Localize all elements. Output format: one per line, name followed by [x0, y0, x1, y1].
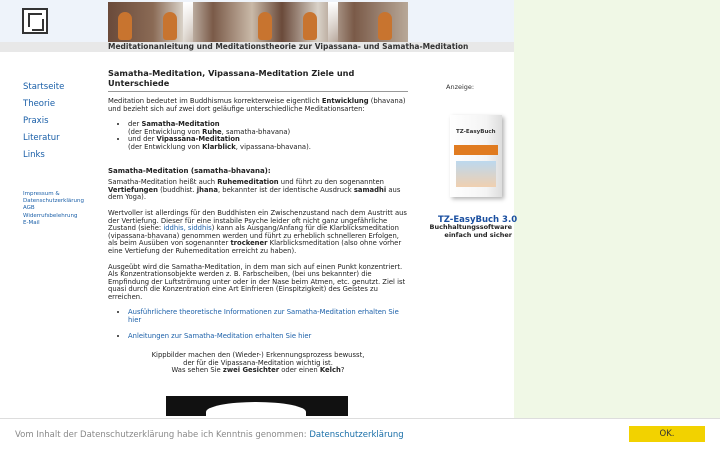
main-content [108, 68, 408, 383]
paragraph: Ausgeübt wird die Samatha-Meditation, in dem man sich auf einen Punkt konzentriert. Als Konzentrationsobjekte werden z. B. Farbscheiben, (bei uns bekannter) die Empfindung der Luftströmung unter oder in der Nase beim Atmen, etc. genutzt. Ziel ist quasi durch die Konzentration eine Art Einfrieren (Einspitzigkeit) des Geistes zu erreichen. [108, 262, 406, 301]
theory-link[interactable]: Ausführlichere theoretische Informationen zur Samatha-Meditation erhalten Sie hier [128, 308, 399, 325]
product-box-title: TZ-EasyBuch [456, 129, 496, 135]
agb-link[interactable]: AGB [23, 205, 35, 212]
product-description: Buchhaltungssoftware einfach und sicher [429, 223, 512, 239]
iddhis-link[interactable]: iddhis, siddhis [163, 224, 212, 233]
kippbild-image [166, 396, 348, 416]
product-name[interactable]: TZ-EasyBuch 3.0 [438, 215, 518, 225]
section-title: Samatha-Meditation (samatha-bhavana): [108, 166, 271, 175]
cookie-text: Vom Inhalt der Datenschutzerklärung habe ich Kenntnis genommen: Datenschutzerklärung [15, 430, 404, 440]
meditating-figure [118, 12, 132, 40]
header-bar [0, 0, 514, 42]
page-title: Samatha-Meditation, Vipassana-Meditation Ziele und Unterschiede [108, 68, 408, 92]
nav-literatur[interactable]: Literatur [23, 133, 60, 143]
light-glow [183, 2, 193, 42]
meditating-figure [378, 12, 392, 40]
product-box-stripe [454, 145, 498, 155]
nav-links[interactable]: Links [23, 150, 45, 160]
cookie-ok-button[interactable]: OK. [629, 426, 705, 442]
paragraph: Samatha-Meditation heißt auch Ruhemeditation und führt zu den sogenannten Vertiefungen (buddhist. jhana, bekannter ist der identische Ausdruck samadhi aus dem Yoga). [108, 178, 401, 202]
footer-links [23, 191, 84, 227]
site-logo-icon[interactable] [22, 8, 48, 34]
site-subtitle: Meditationanleitung und Meditationstheorie zur Vipassana- und Samatha-Meditation [108, 42, 469, 51]
product-box-photo [456, 161, 496, 187]
cookie-banner [0, 418, 720, 451]
meditating-figure [163, 12, 177, 40]
header-banner-image [108, 2, 408, 42]
paragraph: Wertvoller ist allerdings für den Buddhisten ein Zwischenzustand nach dem Austritt aus der Vertiefung. Dieser für eine instabile Psyche leider oft nicht ganz ungefährliche Zustand (siehe: iddhis, siddhis) kann als Ausgang/Anfang für die Klarblicksmeditation (vipassana-bhavana) genommen werden und führt zu erheblich schnelleren Erfolgen, als beim Ausüben von sogenannter trockener Klarblicksmeditation (also ohne vorher eine Vertiefung der Ruhemeditation erreicht zu haben). [108, 208, 407, 255]
instructions-link[interactable]: Anleitungen zur Samatha-Meditation erhalten Sie hier [128, 331, 312, 340]
list-item: • der Samatha-Meditation (der Entwicklung von Ruhe, samatha-bhavana) [128, 121, 408, 136]
email-link[interactable]: E-Mail [23, 219, 40, 226]
info-links [108, 309, 408, 340]
list-item: • und der Vipassana-Meditation (der Entwicklung von Klarblick, vipassana-bhavana). [128, 136, 408, 151]
widerruf-link[interactable]: Widerrufsbelehrung [23, 212, 78, 219]
product-box-image[interactable] [450, 115, 502, 197]
datenschutz-link[interactable]: Datenschutzerklärung [23, 198, 84, 205]
ad-label: Anzeige: [446, 83, 475, 91]
list-item [128, 333, 408, 341]
privacy-link[interactable]: Datenschutzerklärung [309, 430, 404, 440]
meditating-figure [303, 12, 317, 40]
nav-praxis[interactable]: Praxis [23, 116, 49, 126]
meditation-types-list [108, 121, 408, 151]
list-item [128, 309, 408, 324]
intro-paragraph: Meditation bedeutet im Buddhismus korrekterweise eigentlich Entwicklung (bhavana) und bezieht sich auf zwei dort geläufige unterschiedliche Meditationsarten: [108, 97, 406, 113]
main-nav [23, 82, 64, 167]
nav-startseite[interactable]: Startseite [23, 82, 65, 92]
kippbild-caption: Kippbilder machen den (Wieder-) Erkennungsprozess bewusst, der für die Vipassana-Meditation wichtig ist. Was sehen Sie zwei Gesichter oder einen Kelch? [151, 351, 365, 375]
impressum-link[interactable]: Impressum & [23, 191, 60, 197]
nav-theorie[interactable]: Theorie [23, 99, 56, 109]
light-glow [328, 2, 338, 42]
meditating-figure [258, 12, 272, 40]
